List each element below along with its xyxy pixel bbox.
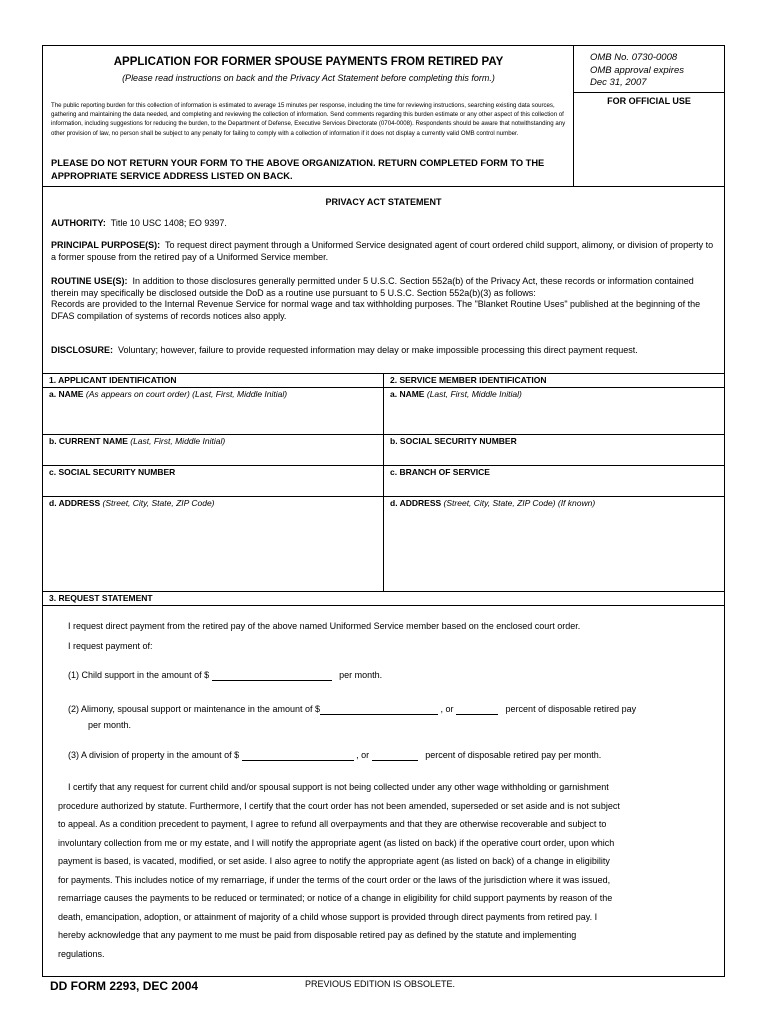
routine-uses [51,276,719,322]
purpose-label: PRINCIPAL PURPOSE(S): [51,240,161,250]
divider [43,434,724,435]
disclosure-label: DISCLOSURE: [51,345,114,355]
member-branch-field[interactable]: c. BRANCH OF SERVICE [390,467,490,477]
cert-line: hereby acknowledge that any payment to me must be paid from disposable retired pay as defined by the statute and implementing [58,930,577,940]
principal-purpose [51,240,719,263]
form-subtitle: (Please read instructions on back and the Privacy Act Statement before completing this form.) [122,73,495,83]
request-intro: I request direct payment from the retired pay of the above named Uniformed Service member based on the enclosed court order. [68,621,581,631]
return-warning: PLEASE DO NOT RETURN YOUR FORM TO THE ABOVE ORGANIZATION. RETURN COMPLETED FORM TO THE APPROPRIATE SERVICE ADDRESS LISTED ON BACK. [51,158,545,181]
request-item-alimony [68,702,636,715]
item-text: percent of disposable retired pay per month. [425,750,602,760]
burden-statement: The public reporting burden for this collection of information is estimated to average 15 minutes per response, including the time for reviewing instructions, searching existing data sources, gathering and maintaining the data needed, and completing and reviewing the collection of information. Send comments regarding this burden estimate or any other aspect of this collection of information, including suggestions for reducing the burden, to the Department of Defense, Executive Services Directorate (0704-0008). Respondents should be aware that notwithstanding any other provision of law, no person shall be subject to any penalty for failing to comply with a collection of information if it does not display a currently valid OMB control number. [51,102,566,137]
alimony-percent-input[interactable] [456,702,498,715]
request-item-child-support [68,668,382,681]
member-address-field[interactable] [390,498,595,509]
item-text: , or [440,704,454,714]
alimony-amount-input[interactable] [320,702,438,715]
field-label: a. NAME [390,389,425,399]
omb-expires: OMB approval expires [590,64,684,76]
item-text: (1) Child support in the amount of $ [68,670,210,680]
cert-line: procedure authorized by statute. Furthermore, I certify that the court order has not been amended, superseded or set aside and is not subject [58,800,620,811]
omb-number: OMB No. 0730-0008 [590,52,678,63]
section3-heading: 3. REQUEST STATEMENT [49,593,153,603]
applicant-name-field[interactable] [49,389,287,400]
form-title: APPLICATION FOR FORMER SPOUSE PAYMENTS FROM RETIRED PAY [113,56,504,68]
form-frame [42,45,725,977]
member-name-field[interactable] [390,389,522,400]
request-item-alimony-cont: per month. [88,720,132,730]
applicant-current-name-field[interactable] [49,436,225,447]
divider [43,496,724,497]
property-percent-input[interactable] [372,748,418,761]
field-label: a. NAME [49,389,84,399]
omb-info [590,52,684,90]
omb-date: Dec 31, 2007 [590,77,647,88]
header-block [43,46,574,186]
divider [43,465,724,466]
item-text: , or [356,750,370,760]
item-text: per month. [339,670,383,680]
field-label: d. ADDRESS [49,498,101,508]
item-text: percent of disposable retired pay [505,704,637,714]
cert-line: I certify that any request for current child and/or spousal support is not being collected under any other wage withholding or garnishment [68,782,609,792]
cert-line: remarriage causes the payments to be reduced or terminated; or notice of a change in eligibility for child support payments by reason of the [58,893,613,903]
divider [43,591,724,592]
member-ssn-field[interactable]: b. SOCIAL SECURITY NUMBER [390,436,517,446]
official-use-label: FOR OFFICIAL USE [607,96,691,106]
cert-line: to appeal. As a condition precedent to payment, I agree to refund all overpayments and that they are otherwise recoverable and subject to [58,819,607,829]
previous-edition-note: PREVIOUS EDITION IS OBSOLETE. [305,979,456,989]
certification-text [58,778,723,963]
request-intro-2: I request payment of: [68,641,153,651]
applicant-ssn-field[interactable]: c. SOCIAL SECURITY NUMBER [49,467,176,477]
field-label: d. ADDRESS [390,498,442,508]
cert-line: death, emancipation, adoption, or attainment of majority of a child whose support is provided through direct payments from retired pay. I [58,911,598,922]
authority-text: Title 10 USC 1408; EO 9397. [110,218,227,228]
applicant-address-field[interactable] [49,498,215,509]
privacy-title: PRIVACY ACT STATEMENT [325,197,442,207]
routine-text: In addition to those disclosures generally permitted under 5 U.S.C. Section 552a(b) of the Privacy Act, these records or information contained therein may specifically be disclosed outside the DoD as a routine use pursuant to 5 U.S.C. Section 552a(b)(3) as follows: [51,276,694,298]
purpose-text: To request direct payment through a Uniformed Service designated agent of court ordered child support, alimony, or division of property to a former spouse from the retired pay of a Uniformed Service member. [51,240,714,262]
cert-line: regulations. [58,948,105,959]
field-hint: (Last, First, Middle Initial) [426,389,522,399]
cert-line: involuntary collection from me or my estate, and I will notify the appropriate agent (as listed on back) if the operative court order, upon which [58,837,615,848]
form-number: DD FORM 2293, DEC 2004 [50,979,199,993]
omb-block [574,46,724,186]
item-text: (3) A division of property in the amount of $ [68,750,240,760]
routine-label: ROUTINE USE(S): [51,276,128,286]
request-item-property [68,748,601,761]
authority-label: AUTHORITY: [51,218,106,228]
section2-heading: 2. SERVICE MEMBER IDENTIFICATION [390,375,547,385]
divider [43,387,724,388]
child-support-amount-input[interactable] [212,668,332,681]
official-divider [574,92,724,93]
authority [51,218,719,230]
disclosure [51,345,719,357]
field-hint: (Street, City, State, ZIP Code) [102,498,215,508]
divider [43,605,724,606]
divider [43,186,724,187]
disclosure-text: Voluntary; however, failure to provide requested information may delay or make impossible processing this direct payment request. [118,345,638,355]
field-hint: (Last, First, Middle Initial) [130,436,226,446]
field-label: b. CURRENT NAME [49,436,128,446]
field-hint: (As appears on court order) (Last, First, Middle Initial) [85,389,288,399]
field-hint: (Street, City, State, ZIP Code) (If known) [443,498,596,508]
cert-line: for payments. This includes notice of my remarriage, if under the terms of the court order or the laws of the jurisdiction where it was issued, [58,874,611,885]
column-divider [383,373,384,591]
property-amount-input[interactable] [242,748,354,761]
section1-heading: 1. APPLICANT IDENTIFICATION [49,375,177,385]
item-text: (2) Alimony, spousal support or maintenance in the amount of $ [68,704,320,714]
routine-text-2: Records are provided to the Internal Revenue Service for normal wage and tax withholding purposes. The "Blanket Routine Uses" published at the beginning of the DFAS compilation of systems of records notices also apply. [51,299,701,321]
cert-line: payment is based, is vacated, modified, or set aside. I also agree to notify the appropriate agent (as listed on back) of a change in eligibility [58,856,610,866]
